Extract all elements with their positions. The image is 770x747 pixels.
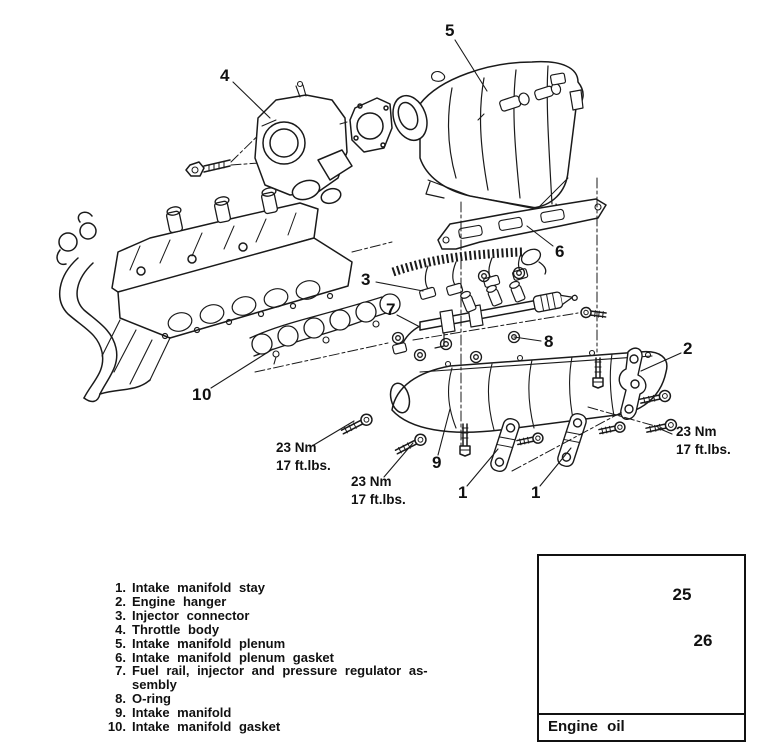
legend-num: 10. [107,719,126,735]
legend-item-8 [86,692,428,706]
callout-engine-hanger: 2 [683,339,693,358]
plenum-drawing [387,62,583,214]
legend-num: 2. [115,593,126,609]
legend-item-1 [86,581,428,595]
legend-label: Intake manifold [132,705,232,721]
legend-num: 9. [115,705,126,721]
cylinder-head-drawing [57,187,352,402]
inset-callout-injector: 25 [672,585,692,604]
legend-label: Injector connector [132,607,250,623]
legend-num [86,678,132,692]
torque-ftlbs: 17 ft.lbs. [276,457,331,473]
legend-label: O-ring [132,691,171,707]
legend-label: Intake manifold plenum [132,635,286,651]
callout-fuel-rail: 7 [386,300,396,319]
callout-stay-right: 1 [531,483,541,502]
inset-callout-oring: 26 [693,631,713,650]
torque-nm: 23 Nm [276,440,317,455]
legend-item-10 [86,720,428,734]
legend-item-7b [86,678,428,692]
torque-label-middle [351,473,406,508]
torque-label-left [276,439,331,474]
legend-label: sembly [132,677,177,693]
torque-ftlbs: 17 ft.lbs. [676,441,731,457]
legend-item-9 [86,706,428,720]
parts-legend [86,581,428,734]
injector-inset-box [537,554,746,742]
legend-item-6 [86,651,428,665]
legend-num: 3. [115,607,126,623]
legend-label: Intake manifold plenum gasket [132,649,334,665]
callout-intake-manifold: 9 [432,453,442,472]
callout-injector-connector: 3 [361,270,371,289]
throttle-gasket-drawing [350,98,392,152]
legend-num: 8. [115,691,126,707]
callout-manifold-gasket: 10 [192,385,212,404]
throttle-body-drawing [255,82,352,206]
legend-item-4 [86,623,428,637]
legend-label: Engine hanger [132,593,227,609]
legend-item-2 [86,595,428,609]
legend-num: 1. [115,580,126,595]
callout-plenum-gasket: 6 [555,242,565,261]
callout-o-ring: 8 [544,332,554,351]
legend-label: Intake manifold stay [132,580,265,595]
callout-stay-left: 1 [458,483,468,502]
torque-label-right [676,423,731,458]
legend-item-7 [86,664,428,678]
throttle-bolt-drawing [186,160,230,176]
legend-num: 7. [115,663,126,679]
legend-num: 5. [115,635,126,651]
legend-label: Throttle body [132,621,220,637]
torque-nm: 23 Nm [676,424,717,439]
legend-item-5 [86,637,428,651]
legend-num: 4. [115,621,126,637]
callout-plenum: 5 [445,21,455,40]
legend-label: Intake manifold gasket [132,719,281,735]
callout-throttle-body: 4 [220,66,230,85]
torque-ftlbs: 17 ft.lbs. [351,491,406,507]
inset-caption: Engine oil [539,713,744,740]
legend-item-3 [86,609,428,623]
torque-nm: 23 Nm [351,474,392,489]
legend-num: 6. [115,649,126,665]
legend-label: Fuel rail, injector and pressure regulator as- [132,663,428,679]
